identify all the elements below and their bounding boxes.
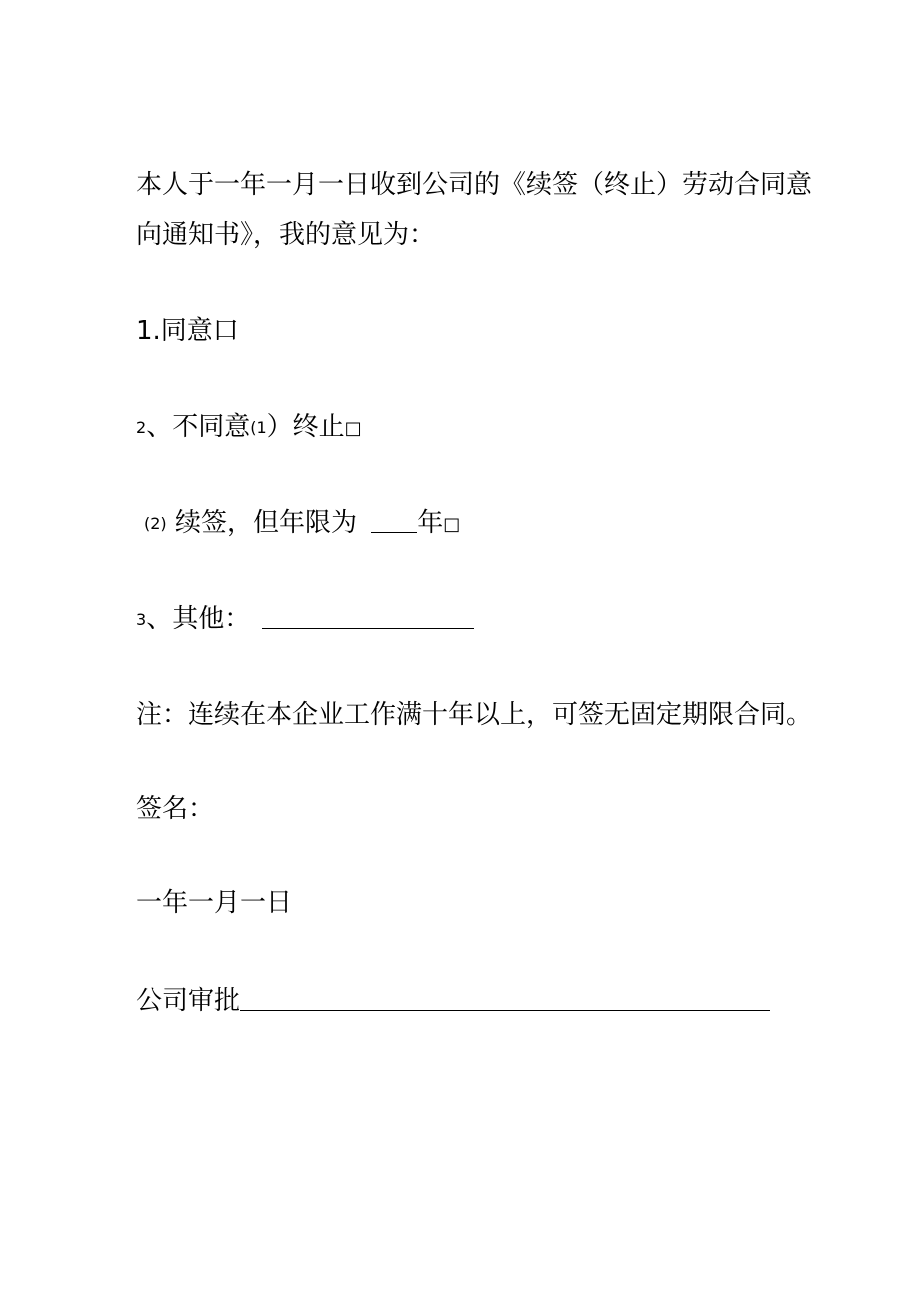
sub-option-label: ）终止 [266, 412, 345, 442]
intro-line-1: 本人于一年一月一日收到公司的《续签（终止）劳动合同意 [136, 170, 813, 200]
approval-blank-field[interactable] [240, 986, 770, 1011]
option-number: 2 [136, 418, 147, 437]
option-label: 、其他： [146, 604, 251, 634]
option-agree: 1.同意口 [136, 316, 239, 346]
option-disagree-terminate [136, 410, 362, 446]
checkbox-terminate[interactable]: □ [344, 418, 362, 439]
years-blank-field[interactable] [371, 508, 417, 533]
date-line: 一年一月一日 [136, 888, 293, 918]
signature-label: 签名： [136, 794, 215, 824]
sub-option-number: (2) [144, 514, 167, 533]
approval-label: 公司审批 [136, 986, 241, 1016]
sub-option-number: (1 [250, 418, 267, 437]
checkbox-renew[interactable]: □ [443, 514, 461, 535]
note-text: 注：连续在本企业工作满十年以上，可签无固定期限合同。 [136, 700, 813, 730]
intro-line-2: 向通知书》，我的意见为： [136, 220, 436, 250]
sub-option-label: 续签，但年限为 [174, 508, 357, 538]
company-approval-row [136, 984, 770, 1018]
year-unit: 年 [417, 508, 444, 538]
option-other [136, 602, 474, 637]
option-number: 3 [136, 610, 147, 629]
option-renew [144, 506, 460, 542]
option-label: 、不同意 [146, 412, 251, 442]
other-blank-field[interactable] [262, 604, 474, 629]
